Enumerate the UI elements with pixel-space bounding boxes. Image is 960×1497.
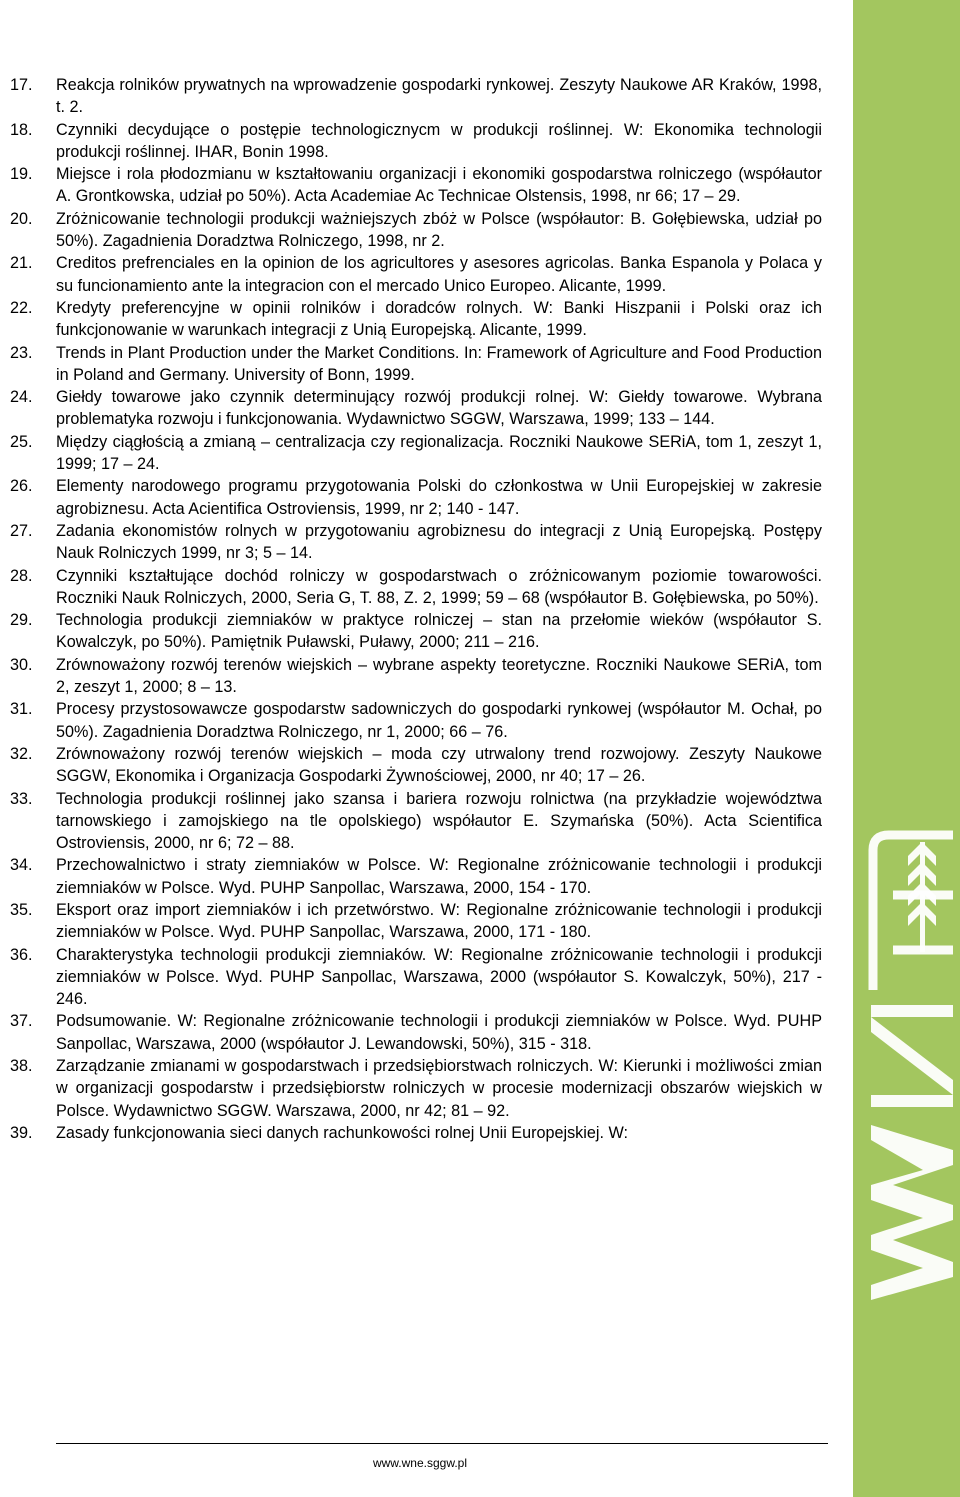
bibliography-entry	[0, 1122, 822, 1144]
entry-text: Eksport oraz import ziemniaków i ich przetwórstwo. W: Regionalne zróżnicowanie technologii i produkcji ziemniaków w Polsce. Wyd. PUHP Sanpollac, Warszawa, 2000, 171 - 180.	[56, 900, 822, 942]
entry-text: Zrównoważony rozwój terenów wiejskich – moda czy utrwalony trend rozwojowy. Zeszyty Naukowe SGGW, Ekonomika i Organizacja Gospodarki Żywnościowej, 2000, nr 40; 17 – 26.	[56, 744, 822, 786]
entry-text: Charakterystyka technologii produkcji ziemniaków. W: Regionalne zróżnicowanie technologii i produkcji ziemniaków w Polsce. Wyd. PUHP Sanpollac, Warszawa, 2000 (współautor S. Kowalczyk, 50%), 217 - 246.	[56, 945, 822, 1009]
entry-number: 29.	[10, 611, 33, 630]
entry-text: Między ciągłością a zmianą – centralizacja czy regionalizacja. Roczniki Naukowe SERiA, tom 1, zeszyt 1, 1999; 17 – 24.	[56, 432, 822, 474]
entry-number: 30.	[10, 655, 33, 674]
entry-text: Zasady funkcjonowania sieci danych rachunkowości rolnej Unii Europejskiej. W:	[56, 1123, 628, 1142]
bibliography-entry	[0, 208, 822, 253]
entry-number: 37.	[10, 1012, 33, 1031]
entry-number: 34.	[10, 856, 33, 875]
entry-number: 36.	[10, 945, 33, 964]
entry-text: Zadania ekonomistów rolnych w przygotowaniu agrobiznesu do integracji z Unią Europejską. Postępy Nauk Rolniczych 1999, nr 3; 5 – 14.	[56, 521, 822, 563]
bibliography-entry	[0, 609, 822, 654]
entry-text: Zarządzanie zmianami w gospodarstwach i przedsiębiorstwach rolniczych. W: Kierunki i możliwości zmian w organizacji gospodarstw i przedsiębiorstw rolniczych w procesie modernizacji obszarów wiejskich w Polsce. Wydawnictwo SGGW. Warszawa, 2000, nr 42; 81 – 92.	[56, 1057, 822, 1120]
bibliography-entry	[0, 119, 822, 164]
entry-text: Miejsce i rola płodozmianu w kształtowaniu organizacji i ekonomiki gospodarstwa rolniczego (współautor A. Grontkowska, udział po 50%). Acta Academiae Ac Technicae Olstensis, 1998, nr 66; 17 – 29.	[56, 165, 822, 206]
logo-letter-w-icon	[871, 1125, 953, 1300]
entry-number: 33.	[10, 789, 33, 808]
wheat-ear-icon	[908, 842, 936, 952]
entry-number: 26.	[10, 477, 33, 496]
entry-number: 32.	[10, 744, 33, 763]
entry-number: 22.	[10, 298, 33, 317]
entry-text: Zrównoważony rozwój terenów wiejskich – wybrane aspekty teoretyczne. Roczniki Naukowe SERiA, tom 2, zeszyt 1, 2000; 8 – 13.	[56, 655, 822, 697]
entry-text: Trends in Plant Production under the Market Conditions. In: Framework of Agriculture and Food Production in Poland and Germany. University of Bonn, 1999.	[56, 343, 822, 384]
wne-logo	[853, 0, 960, 1497]
entry-text: Kredyty preferencyjne w opinii rolników i doradców rolnych. W: Banki Hiszpanii i Polski oraz ich funkcjonowanie w warunkach integracji z Unią Europejską. Alicante, 1999.	[56, 298, 822, 340]
bibliography-entry	[0, 252, 822, 297]
entry-text: Czynniki decydujące o postępie technologicznycm w produkcji roślinnej. W: Ekonomika technologii produkcji roślinnej. IHAR, Bonin 1998.	[56, 120, 822, 161]
bibliography-entry	[0, 654, 822, 699]
entry-text: Zróżnicowanie technologii produkcji ważniejszych zbóż w Polsce (współautor: B. Gołębiewska, udział po 50%). Zagadnienia Doradztwa Rolniczego, 1998, nr 2.	[56, 209, 822, 251]
entry-number: 39.	[10, 1123, 33, 1142]
bibliography-list	[0, 74, 840, 1144]
bibliography-entry	[0, 1010, 822, 1055]
footer-url[interactable]: www.wne.sggw.pl	[372, 1456, 468, 1470]
entry-text: Elementy narodowego programu przygotowania Polski do członkostwa w Unii Europejskiej w zakresie agrobiznesu. Acta Acientifica Ostroviensis, 1999, nr 2; 140 - 147.	[56, 477, 822, 518]
bibliography-entry	[0, 854, 822, 899]
entry-number: 38.	[10, 1057, 33, 1076]
entry-number: 28.	[10, 566, 33, 585]
entry-number: 27.	[10, 521, 33, 540]
entry-number: 23.	[10, 343, 33, 362]
bibliography-entry	[0, 297, 822, 342]
entry-text: Procesy przystosowawcze gospodarstw sadowniczych do gospodarki rynkowej (współautor M. Ochał, po 50%). Zagadnienia Doradztwa Rolniczego, nr 1, 2000; 66 – 76.	[56, 700, 822, 741]
bibliography-entry	[0, 386, 822, 431]
entry-text: Technologia produkcji roślinnej jako szansa i bariera rozwoju rolnictwa (na przykładzie województwa tarnowskiego i zamojskiego na tle opolskiego) współautor E. Szymańska (50%). Acta Scientifica Ostroviensis, 2000, nr 6; 72 – 88.	[56, 789, 822, 853]
bibliography-entry	[0, 899, 822, 944]
entry-number: 17.	[10, 76, 33, 94]
entry-text: Creditos prefrenciales en la opinion de los agricultores y asesores agricolas. Banka Espanola y Polaca y su funcionamiento ante la integracion con el mercado Unico Europeo. Alicante, 1999.	[56, 254, 822, 295]
entry-number: 25.	[10, 432, 33, 451]
bibliography-entry	[0, 788, 822, 855]
entry-number: 20.	[10, 209, 33, 228]
entry-text: Reakcja rolników prywatnych na wprowadzenie gospodarki rynkowej. Zeszyty Naukowe AR Kraków, 1998, t. 2.	[56, 76, 822, 117]
bibliography-entry	[0, 698, 822, 743]
entry-number: 18.	[10, 120, 33, 139]
entry-number: 24.	[10, 388, 33, 407]
bibliography-entry	[0, 431, 822, 476]
entry-number: 35.	[10, 900, 33, 919]
entry-text: Giełdy towarowe jako czynnik determinujący rozwój produkcji rolnej. W: Giełdy towarowe. Wybrana problematyka rozwoju i funkcjonowania. Wydawnictwo SGGW, Warszawa, 1999; 133 – 144.	[56, 388, 822, 429]
bibliography-entry	[0, 475, 822, 520]
bibliography-entry	[0, 520, 822, 565]
entry-number: 19.	[10, 165, 33, 184]
entry-number: 31.	[10, 700, 33, 719]
bibliography-entry	[0, 1055, 822, 1122]
entry-text: Podsumowanie. W: Regionalne zróżnicowanie technologii i produkcji ziemniaków w Polsce. Wyd. PUHP Sanpollac, Warszawa, 2000 (współautor J. Lewandowski, 50%), 315 - 318.	[56, 1012, 822, 1053]
bibliography-entry	[0, 565, 822, 610]
bibliography-entry	[0, 342, 822, 387]
bibliography-entry	[0, 163, 822, 208]
brand-sidebar	[853, 0, 960, 1497]
footer-rule	[56, 1443, 828, 1444]
entry-text: Czynniki kształtujące dochód rolniczy w gospodarstwach o zróżnicowanym poziomie towarowości. Roczniki Nauk Rolniczych, 2000, Seria G, T. 88, Z. 2, 1999; 59 – 68 (współautor B. Gołębiewska, po 50%).	[56, 566, 822, 607]
bibliography-entry	[0, 944, 822, 1011]
bibliography-entry	[0, 74, 822, 119]
entry-text: Przechowalnictwo i straty ziemniaków w Polsce. W: Regionalne zróżnicowanie technologii i produkcji ziemniaków w Polsce. Wyd. PUHP Sanpollac, Warszawa, 2000, 154 - 170.	[56, 856, 822, 897]
entry-text: Technologia produkcji ziemniaków w praktyce rolniczej – stan na przełomie wieków (współautor S. Kowalczyk, po 50%). Pamiętnik Puławski, Puławy, 2000; 211 – 216.	[56, 611, 822, 652]
bibliography-entry	[0, 743, 822, 788]
entry-number: 21.	[10, 254, 33, 273]
logo-letter-n-icon	[871, 1005, 953, 1107]
